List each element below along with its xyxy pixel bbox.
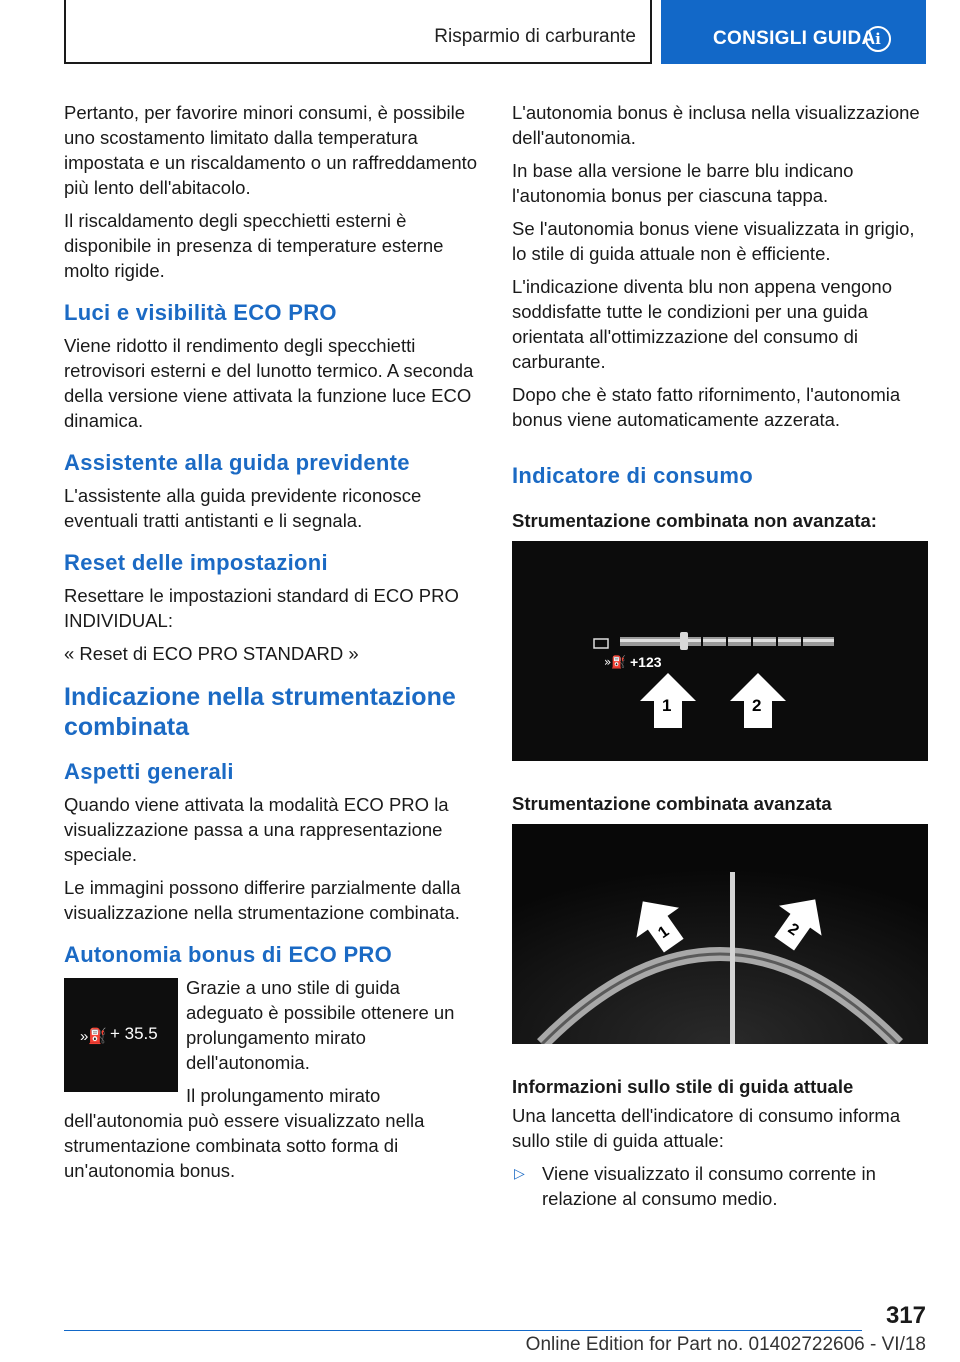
paragraph: L'autonomia bonus è inclusa nella visualizzazione dell'autonomia. (512, 102, 920, 148)
footer-divider (64, 1330, 862, 1331)
paragraph: Quando viene attivata la modalità ECO PRO la visualizzazione passa a una rappresentazione speciale. (64, 794, 449, 865)
right-column (512, 100, 928, 1211)
paragraph: Viene ridotto il rendimento degli specchietti retrovisori esterni e del lunotto termico. A seconda della versione viene attivata la funzione luce ECO dinamica. (64, 335, 474, 431)
fuel-pump-icon: »⛽ (604, 655, 627, 669)
cluster-advanced-graphic (512, 824, 928, 1044)
page-header (64, 0, 926, 64)
bullet-triangle-icon: ▷ (514, 1165, 525, 1181)
arrow-2-label: 2 (752, 696, 762, 715)
heading-aspetti-generali: Aspetti generali (64, 759, 234, 784)
arrow-2-label: 2 (784, 920, 802, 940)
info-icon[interactable]: i (865, 26, 891, 52)
menu-command: « Reset di ECO PRO STANDARD » (64, 643, 359, 664)
heading-avanzata: Strumentazione combinata avanzata (512, 793, 832, 814)
paragraph: Le immagini possono differire parzialmente dalla visualizzazione nella strumentazione combinata. (64, 877, 461, 923)
heading-luci-visibilita: Luci e visibilità ECO PRO (64, 300, 337, 325)
heading-reset: Reset delle impostazioni (64, 550, 328, 575)
paragraph: L'indicazione diventa blu non appena vengono soddisfatte tutte le condizioni per una guida orientata all'ottimizzazione del consumo di carburante. (512, 276, 893, 372)
header-chapter-title: CONSIGLI GUIDA (713, 28, 876, 49)
bonus-range-image (64, 978, 178, 1092)
heading-autonomia-bonus: Autonomia bonus di ECO PRO (64, 942, 393, 967)
bonus-value-label: +123 (630, 654, 662, 670)
paragraph: Pertanto, per favorire minori consumi, è possibile uno scostamento limitato dalla temperatura impostata e un riscaldamento o un raffreddamento più lento dell'abitacolo. (64, 102, 478, 198)
heading-indicazione: Indicazione nella strumentazione combinata (64, 683, 456, 741)
heading-indicatore-consumo: Indicatore di consumo (512, 463, 753, 488)
paragraph: Una lancetta dell'indicatore di consumo informa sullo stile di guida attuale: (512, 1105, 901, 1151)
page-number: 317 (885, 1302, 926, 1329)
paragraph: Resettare le impostazioni standard di ECO PRO INDIVIDUAL: (64, 585, 459, 631)
heading-non-avanzata: Strumentazione combinata non avanzata: (512, 510, 877, 531)
list-item (512, 1161, 928, 1211)
paragraph: Dopo che è stato fatto rifornimento, l'autonomia bonus viene automaticamente azzerata. (512, 384, 901, 430)
header-chapter-tab[interactable] (661, 0, 926, 64)
cluster-basic-image (512, 541, 928, 761)
fuel-pump-icon: »⛽ (80, 1028, 108, 1045)
paragraph: In base alla versione le barre blu indicano l'autonomia bonus per ciascuna tappa. (512, 160, 854, 206)
arrow-1-label: 1 (655, 922, 673, 942)
header-section-title: Risparmio di carburante (434, 26, 636, 47)
paragraph: L'assistente alla guida previdente riconosce eventuali tratti antistanti e li segnala. (64, 485, 422, 531)
list-item-text: Viene visualizzato il consumo corrente in relazione al consumo medio. (542, 1163, 876, 1209)
paragraph: Grazie a uno stile di guida adeguato è possibile ottenere un prolungamento mirato dell'autonomia. (186, 977, 455, 1073)
bonus-range-value: + 35.5 (110, 1024, 158, 1043)
paragraph: Il riscaldamento degli specchietti esterni è disponibile in presenza di temperature esterne molto rigide. (64, 210, 444, 281)
heading-assistente: Assistente alla guida previdente (64, 450, 410, 475)
cluster-advanced-image (512, 824, 928, 1044)
cluster-basic-graphic (512, 541, 928, 761)
paragraph: Il prolungamento mirato dell'autonomia può essere visualizzato nella strumentazione combinata sotto forma di un'autonomia bonus. (64, 1085, 425, 1181)
header-section-box (64, 0, 652, 64)
paragraph: Se l'autonomia bonus viene visualizzata in grigio, lo stile di guida attuale non è efficiente. (512, 218, 915, 264)
left-column (64, 100, 478, 1191)
arrow-1-label: 1 (662, 696, 672, 715)
heading-informazioni-stile: Informazioni sullo stile di guida attuale (512, 1076, 854, 1097)
footer-edition: Online Edition for Part no. 01402722606 - VI/18 (525, 1334, 926, 1355)
